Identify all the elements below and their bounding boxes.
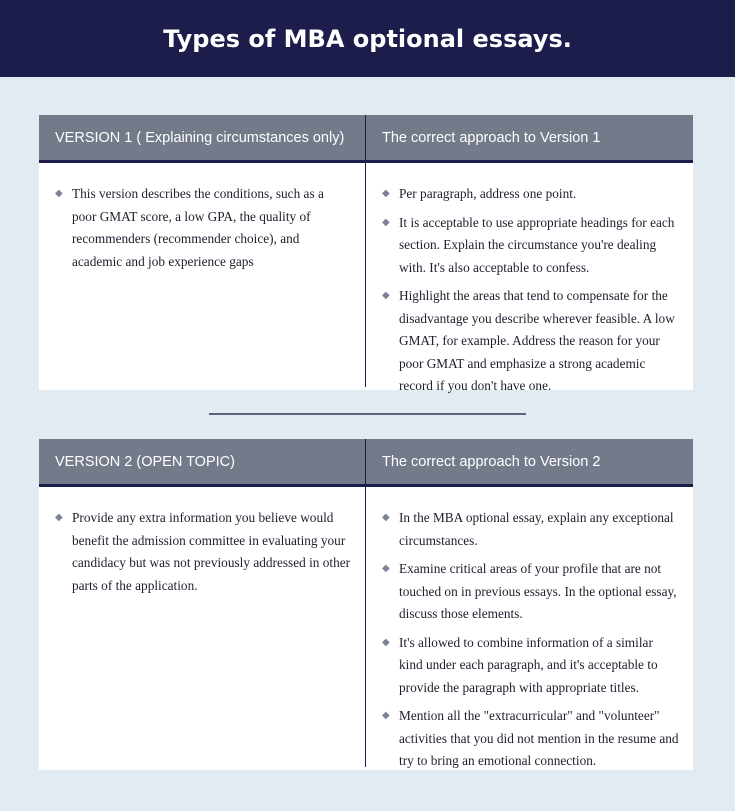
diamond-bullet-icon: ◆	[55, 188, 63, 199]
list-item	[382, 507, 679, 552]
bullet-list	[382, 507, 679, 773]
version-2-table	[39, 439, 693, 770]
bullet-list	[55, 507, 351, 597]
header-approach-1: The correct approach to Version 1	[382, 129, 601, 146]
list-item	[382, 285, 679, 398]
version-1-table	[39, 115, 693, 393]
list-item	[382, 558, 679, 626]
list-item-text: It is acceptable to use appropriate headings for each section. Explain the circumstance you're dealing with. It's also acceptable to confess.	[399, 214, 675, 275]
header-version-2: VERSION 2 (OPEN TOPIC)	[39, 439, 366, 484]
section-divider	[209, 413, 526, 415]
list-item	[382, 183, 679, 206]
list-item	[55, 183, 351, 273]
list-item-text: Examine critical areas of your profile that are not touched on in previous essays. In the optional essay, discuss those elements.	[399, 561, 677, 621]
table-header	[39, 439, 693, 487]
list-item-text: Highlight the areas that tend to compensate for the disadvantage you describe wherever feasible. A low GMAT, for example. Address the reason for your poor GMAT and emphasize a strong academic record if you don't have one.	[399, 288, 675, 393]
list-item	[382, 212, 679, 280]
list-item-text: Per paragraph, address one point.	[399, 186, 577, 201]
list-item	[382, 632, 679, 700]
list-item-text: This version describes the conditions, such as a poor GMAT score, a low GPA, the quality of recommenders (recommender choice), and academic and job experience gaps	[72, 186, 324, 269]
list-item-text: Mention all the "extracurricular" and "volunteer" activities that you did not mention in the resume and try to bring an emotional connection.	[399, 708, 679, 768]
diamond-bullet-icon: ◆	[382, 710, 390, 721]
diamond-bullet-icon: ◆	[382, 290, 390, 301]
list-item-text: Provide any extra information you believe would benefit the admission committee in evaluating your candidacy but was not previously addressed in other parts of the application.	[72, 510, 351, 593]
diamond-bullet-icon: ◆	[382, 216, 390, 228]
bullet-list	[55, 183, 351, 273]
list-item	[55, 507, 351, 597]
diamond-bullet-icon: ◆	[55, 512, 63, 523]
diamond-bullet-icon: ◆	[382, 188, 390, 199]
page-title: Types of MBA optional essays.	[0, 0, 735, 77]
table-header	[39, 115, 693, 163]
diamond-bullet-icon: ◆	[382, 512, 390, 523]
header-version-1: VERSION 1 ( Explaining circumstances only)	[39, 115, 366, 160]
diamond-bullet-icon: ◆	[382, 563, 390, 574]
bullet-list	[382, 183, 679, 398]
diamond-bullet-icon: ◆	[382, 636, 390, 648]
header-approach-2: The correct approach to Version 2	[382, 453, 601, 470]
list-item	[382, 705, 679, 773]
list-item-text: In the MBA optional essay, explain any exceptional circumstances.	[399, 510, 674, 548]
list-item-text: It's allowed to combine information of a similar kind under each paragraph, and it's acceptable to provide the paragraph with appropriate titles.	[399, 634, 658, 695]
